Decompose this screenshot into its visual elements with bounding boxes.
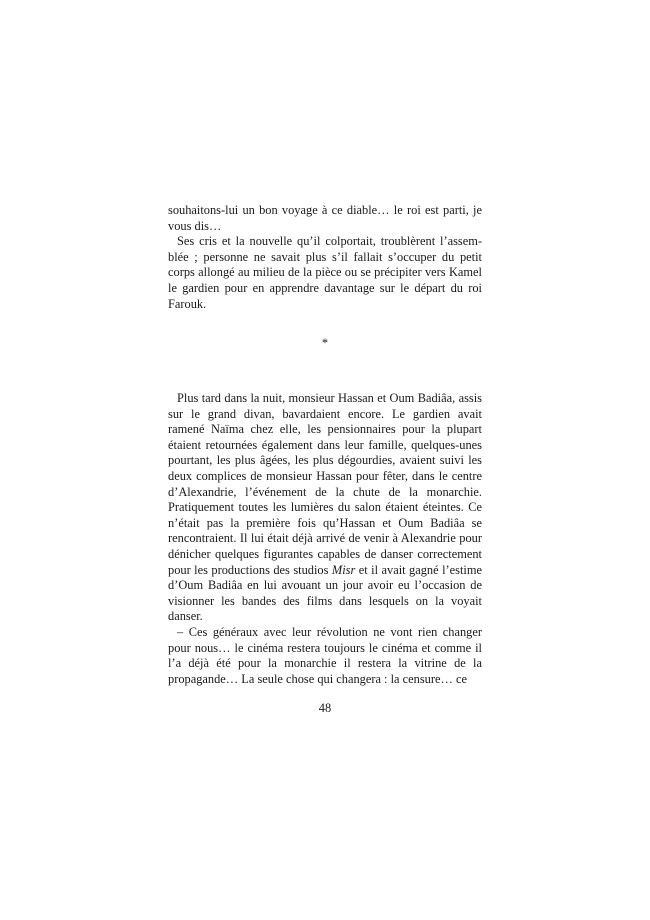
studio-name-italic: Misr: [331, 562, 356, 577]
dialogue-paragraph: – Ces généraux avec leur révolution ne vont rien changer pour nous… le cinéma restera toujours le cinéma et comme il l’a déjà été pour la monarchie il restera la vitrine de la propagande… La seule chose qui changera : la censure… ce: [168, 624, 482, 686]
section-separator: *: [321, 336, 329, 350]
page-number: 48: [318, 701, 332, 715]
paragraph-text: Plus tard dans la nuit, monsieur Hassan et Oum Badiâa, assis sur le grand divan, bavardaient encore. Le gardien avait ramené Naïma chez elle, les pensionnaires pour la plupart étaient retournées également dans leur famille, quelques-unes pourtant, les plus âgées, les plus dégourdies, avaient suivi les deux complices de monsieur Hassan pour fêter, dans le centre d’Alexandrie, l’événement de la chute de la monarchie. Pratiquement toutes les lumières du salon étaient éteintes. Ce n’était pas la première fois qu’Hassan et Oum Badiâa se rencontraient. Il lui était déjà arrivé de venir à Alexandrie pour dénicher quelques figurantes capables de danser correctement pour les productions des studios: [168, 391, 482, 577]
paragraph-text: et il avait gagné l’estime d’Oum Badiâa en lui avouant un jour avoir eu l’occasion de visionner les bandes des films dans lesquels on la voyait danser.: [168, 562, 482, 624]
paragraph-continuation: souhaitons-lui un bon voyage à ce diable… le roi est parti, je vous dis…: [168, 203, 482, 233]
text-block-main: [168, 391, 482, 687]
paragraph: Ses cris et la nouvelle qu’il colportait, troublèrent l’assemblée ; personne ne savait plus s’il fallait s’occuper du petit corps allongé au milieu de la pièce ou se précipiter vers Kamel le gardien pour en apprendre davantage sur le départ du roi Farouk.: [168, 234, 482, 311]
paragraph: [168, 391, 482, 625]
text-block-top: [168, 203, 482, 312]
